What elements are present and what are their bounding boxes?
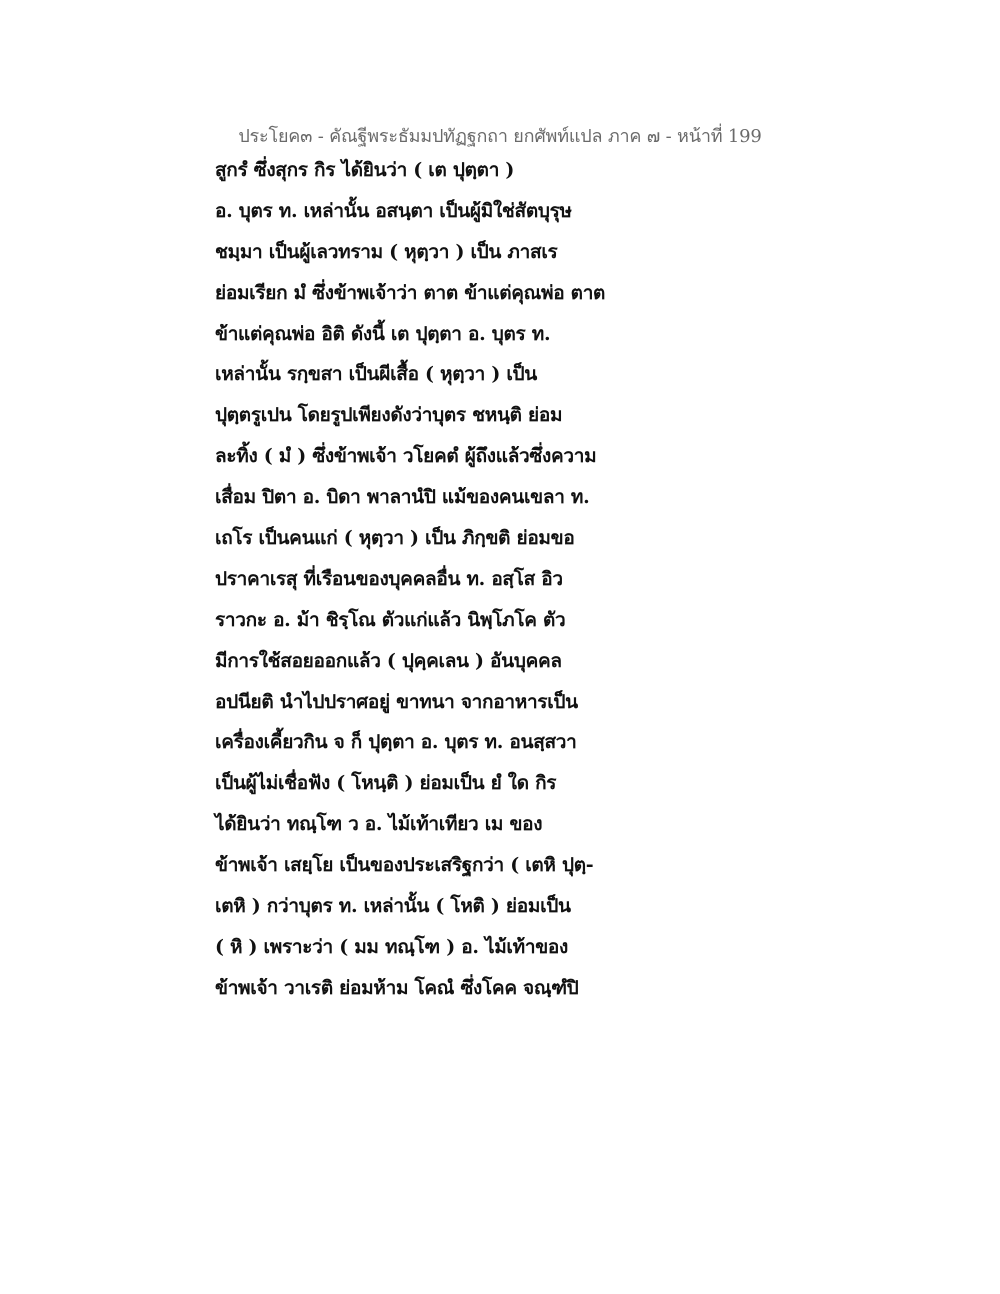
text-line: ปุตฺตรูเปน โดยรูปเพียงดังว่าบุตร ชหนฺติ ย่อม	[215, 404, 563, 427]
text-line: ข้าพเจ้า เสยฺโย เป็นของประเสริฐกว่า ( เตหิ ปุตฺ-	[215, 854, 594, 877]
text-line: เตหิ ) กว่าบุตร ท. เหล่านั้น ( โหติ ) ย่อมเป็น	[215, 895, 571, 918]
text-line: ย่อมเรียก มํ ซึ่งข้าพเจ้าว่า ตาต ข้าแต่คุณพ่อ ตาต	[215, 281, 606, 304]
text-line: เป็นผู้ไม่เชื่อฟัง ( โหนฺติ ) ย่อมเป็น ยํ ใด กิร	[215, 772, 557, 795]
text-line: มีการใช้สอยออกแล้ว ( ปุคฺคเลน ) อันบุคคล	[215, 649, 562, 672]
text-line: ข้าพเจ้า วาเรติ ย่อมห้าม โคณํ ซึ่งโคค จณฺฑํปิ	[215, 976, 579, 999]
body-text	[215, 150, 635, 1009]
text-line: อปนียติ นำไปปราศอยู่ ขาทนา จากอาหารเป็น	[215, 690, 578, 713]
text-line: เหล่านั้น รกฺขสา เป็นผีเสื้อ ( หุตฺวา ) เป็น	[215, 363, 537, 386]
text-line: เครื่องเคี้ยวกิน จ ก็ ปุตฺตา อ. บุตร ท. อนสฺสวา	[215, 731, 577, 754]
text-line: อ. บุตร ท. เหล่านั้น อสนฺตา เป็นผู้มิใช่สัตบุรุษ	[215, 199, 572, 222]
text-line: เสื่อม ปิตา อ. บิดา พาลานํปิ แม้ของคนเขลา ท.	[215, 486, 590, 509]
text-line: ชมฺมา เป็นผู้เลวทราม ( หุตฺวา ) เป็น ภาสเร	[215, 240, 558, 263]
text-line: เถโร เป็นคนแก่ ( หุตฺวา ) เป็น ภิกฺขติ ย่อมขอ	[215, 527, 575, 550]
text-line: ( หิ ) เพราะว่า ( มม ทณฺโฑ ) อ. ไม้เท้าของ	[215, 935, 568, 958]
text-line: ละทิ้ง ( มํ ) ซึ่งข้าพเจ้า วโยคตํ ผู้ถึงแล้วซึ่งความ	[215, 445, 597, 468]
text-line: ราวกะ อ. ม้า ชิรฺโณ ตัวแก่แล้ว นิพฺโภโค ตัว	[215, 608, 566, 631]
text-line: ข้าแต่คุณพ่อ อิติ ดังนี้ เต ปุตฺตา อ. บุตร ท.	[215, 322, 551, 345]
running-header: ประโยค๓ - คัณฐีพระธัมมปทัฏฐกถา ยกศัพท์แปล ภาค ๗ - หน้าที่ 199	[238, 126, 762, 147]
text-line: สูกรํ ซึ่งสุกร กิร ได้ยินว่า ( เต ปุตฺตา )	[215, 159, 515, 181]
text-line: ได้ยินว่า ทณฺโฑ ว อ. ไม้เท้าเทียว เม ของ	[215, 813, 543, 836]
text-line: ปราคาเรสุ ที่เรือนของบุคคลอื่น ท. อสฺโส อิว	[215, 567, 563, 590]
